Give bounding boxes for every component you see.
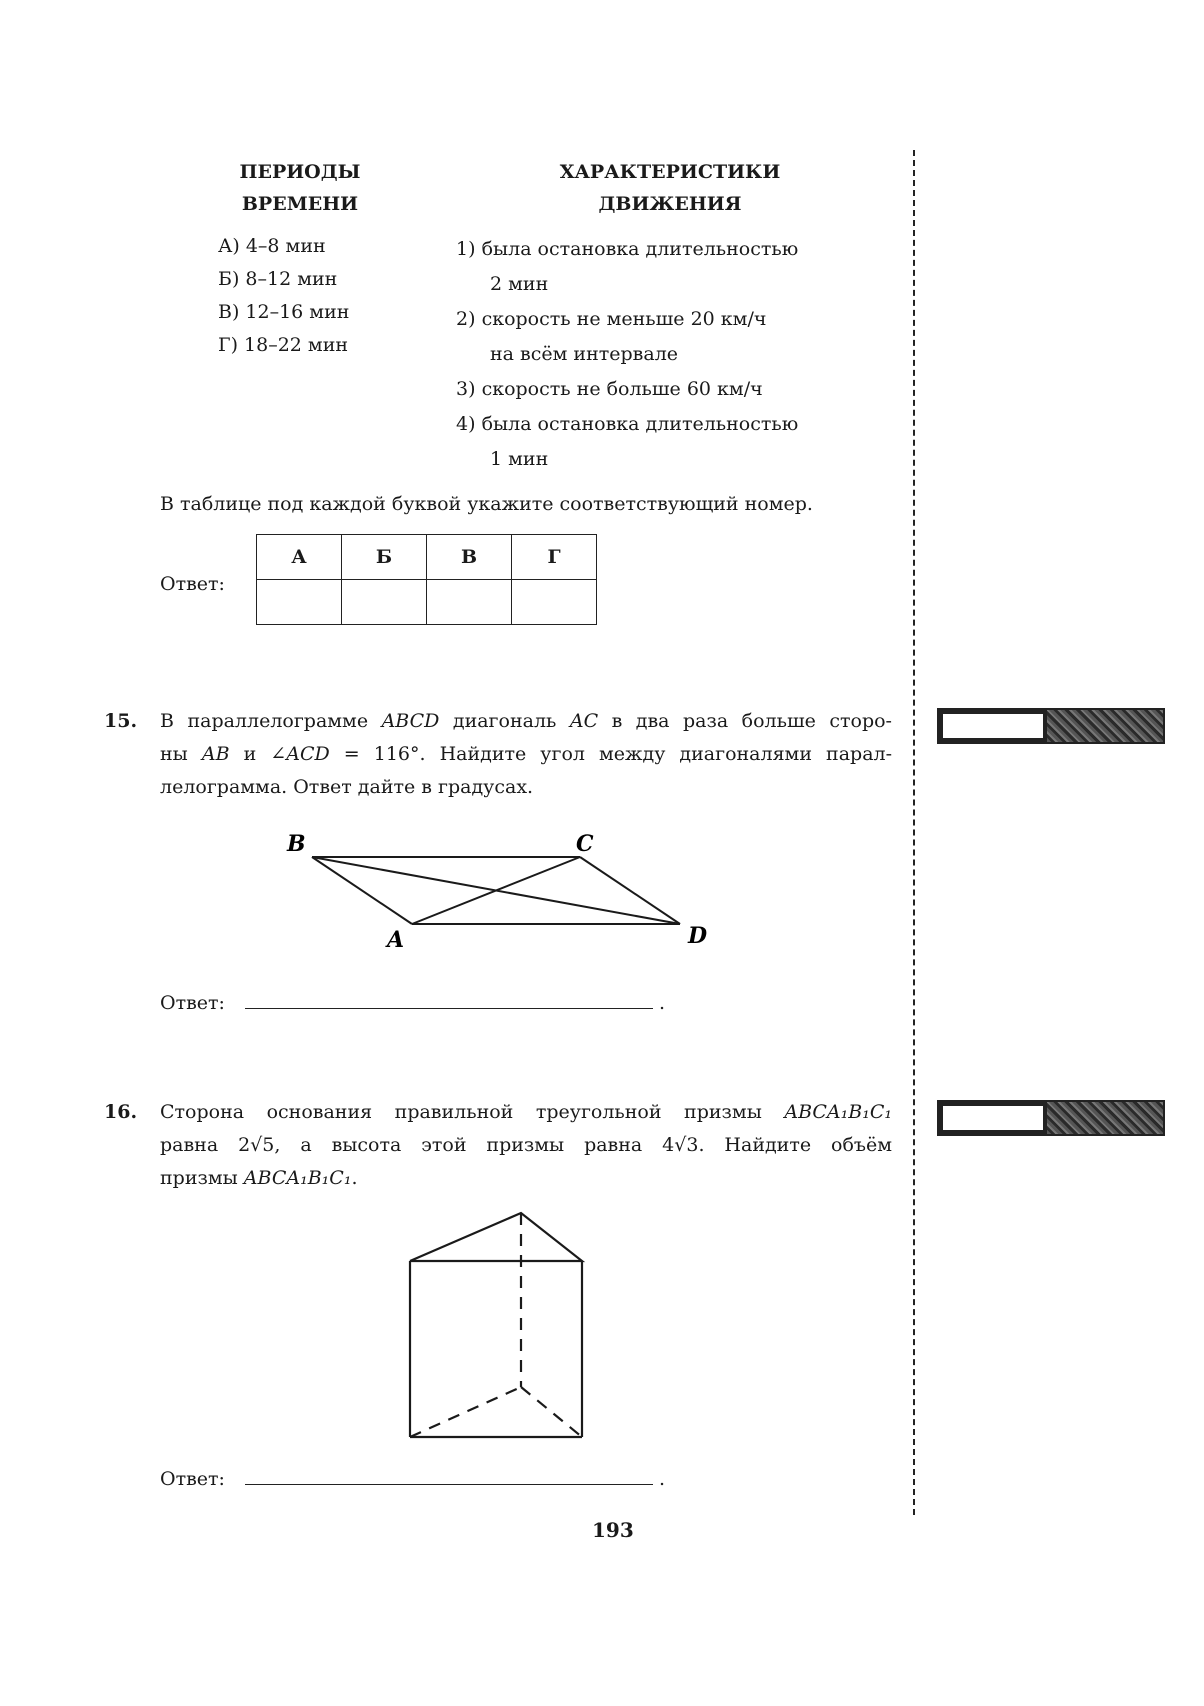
answer-dot: . — [659, 1468, 666, 1490]
answer-cell-a[interactable] — [257, 580, 342, 625]
task15-answer-field[interactable] — [245, 986, 653, 1009]
text-run: , а высота этой призмы равна — [274, 1134, 663, 1156]
task16-line1 — [160, 1096, 892, 1129]
answer-header-b: Б — [342, 535, 427, 580]
task15-line1 — [160, 705, 892, 738]
answer-label: Ответ: — [160, 992, 225, 1014]
task16-answer — [160, 1462, 665, 1496]
task16-number: 16. — [104, 1101, 138, 1123]
trait-num: 4) — [456, 413, 476, 435]
trait-text-cont: 2 мин — [490, 273, 549, 295]
math-run: ABCA₁B₁C₁ — [243, 1167, 352, 1189]
trait-num: 1) — [456, 238, 476, 260]
text-run: Сторона основания правильной треугольной призмы — [160, 1101, 785, 1123]
trait-item — [456, 372, 798, 407]
answer-header-a: А — [257, 535, 342, 580]
diagonal-bd — [312, 857, 680, 924]
text-run: = 116°. Найдите угол между диагоналями парал- — [329, 743, 893, 765]
period-item: Г) 18–22 мин — [218, 334, 349, 356]
trait-text: была остановка длительностью — [481, 413, 799, 435]
text-run: и — [229, 743, 271, 765]
text-run: . — [351, 1167, 358, 1189]
math-run: ∠ACD — [270, 743, 330, 765]
text-run: В параллелограмме — [160, 710, 382, 732]
traits-header-line1: ХАРАКТЕРИСТИКИ — [559, 161, 781, 183]
math-run: AB — [201, 743, 230, 765]
task15-text — [160, 705, 892, 804]
math-run: 4√3 — [662, 1134, 699, 1156]
trait-item — [456, 407, 798, 442]
side-ab — [312, 857, 412, 924]
answer-label: Ответ: — [160, 1468, 225, 1490]
math-run: AC — [569, 710, 599, 732]
trait-text: скорость не больше 60 км/ч — [481, 378, 763, 400]
traits-list — [456, 232, 798, 477]
text-run: призмы — [160, 1167, 244, 1189]
traits-header — [520, 156, 820, 220]
trait-text: была остановка длительностью — [481, 238, 799, 260]
math-run: ABCD — [381, 710, 440, 732]
prism-hidden-base-right — [521, 1387, 582, 1437]
trait-text: скорость не меньше 20 км/ч — [481, 308, 767, 330]
vertex-label-d: D — [688, 923, 708, 949]
text-run: в два раза больше сторо- — [598, 710, 892, 732]
task15-line3: лелограмма. Ответ дайте в градусах. — [160, 776, 534, 798]
answer-dot: . — [659, 992, 666, 1014]
math-run: 2√5 — [238, 1134, 275, 1156]
prism-hidden-base-left — [410, 1387, 521, 1437]
answer-header-g: Г — [512, 535, 597, 580]
side-cd — [580, 857, 680, 924]
task16-answer-field[interactable] — [245, 1462, 653, 1485]
answer-label: Ответ: — [160, 573, 225, 595]
task15-number: 15. — [104, 710, 138, 732]
periods-list — [218, 230, 349, 362]
period-item: А) 4–8 мин — [218, 235, 326, 257]
vertex-label-b: B — [287, 831, 306, 857]
task15-line2 — [160, 738, 892, 771]
table-instruction: В таблице под каждой буквой укажите соответствующий номер. — [160, 493, 813, 515]
task15-answer — [160, 986, 665, 1020]
score-box-15[interactable] — [937, 708, 1165, 744]
answer-cell-b[interactable] — [342, 580, 427, 625]
text-run: равна — [160, 1134, 239, 1156]
prism-top-face — [410, 1213, 582, 1261]
vertex-label-a: A — [387, 927, 405, 953]
task16-line2 — [160, 1129, 892, 1162]
vertex-label-c: C — [576, 831, 594, 857]
task16-line3 — [160, 1162, 892, 1195]
period-item: Б) 8–12 мин — [218, 268, 338, 290]
task16-text — [160, 1096, 892, 1195]
math-run: ABCA₁B₁C₁ — [784, 1101, 892, 1123]
diagonal-ac — [412, 857, 580, 924]
text-run: диагональ — [439, 710, 570, 732]
trait-item — [456, 232, 798, 267]
trait-item — [456, 302, 798, 337]
periods-header-line1: ПЕРИОДЫ — [239, 161, 361, 183]
text-run: ны — [160, 743, 202, 765]
trait-text-cont: 1 мин — [490, 448, 549, 470]
trait-num: 2) — [456, 308, 476, 330]
periods-header-line2: ВРЕМЕНИ — [241, 193, 359, 215]
answer-cell-v[interactable] — [427, 580, 512, 625]
text-run: . Найдите объём — [698, 1134, 893, 1156]
cut-line — [913, 150, 915, 1515]
answer-table — [256, 534, 597, 625]
score-box-16[interactable] — [937, 1100, 1165, 1136]
page-number: 193 — [592, 1518, 634, 1542]
trait-num: 3) — [456, 378, 476, 400]
traits-header-line2: ДВИЖЕНИЯ — [598, 193, 742, 215]
period-item: В) 12–16 мин — [218, 301, 350, 323]
answer-header-v: В — [427, 535, 512, 580]
trait-text-cont: на всём интервале — [490, 343, 679, 365]
periods-header — [200, 156, 400, 220]
answer-cell-g[interactable] — [512, 580, 597, 625]
